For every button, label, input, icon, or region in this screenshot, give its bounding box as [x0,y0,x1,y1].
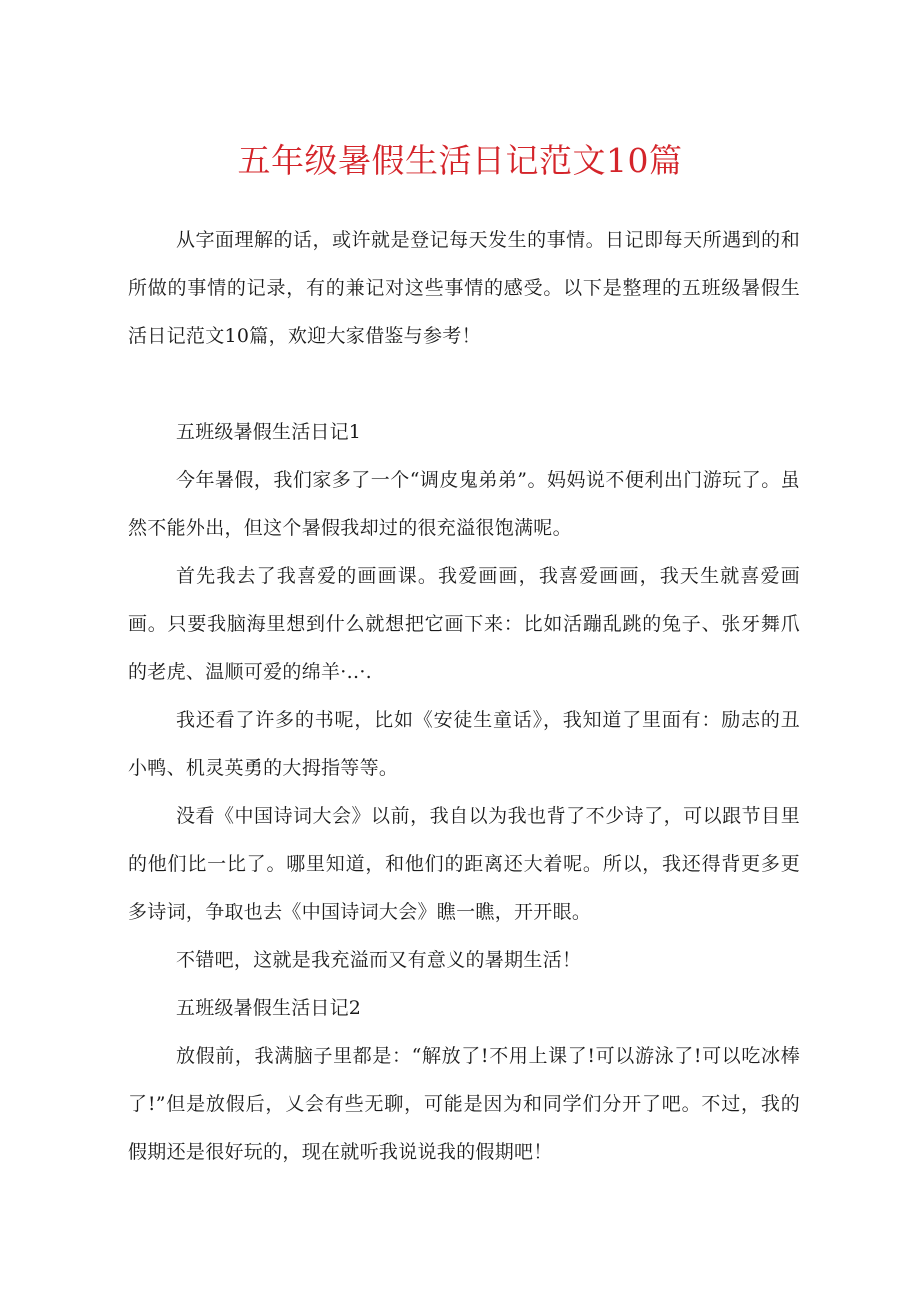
section-1-paragraph-5: 不错吧，这就是我充溢而又有意义的暑期生活！ [176,949,582,971]
section-1-paragraph-2: 首先我去了我喜爱的画画课。我爱画画，我喜爱画画，我天生就喜爱画画。只要我脑海里想到什么就想把它画下来：比如活蹦乱跳的兔子、张牙舞爪的老虎、温顺可爱的绵羊·..·. [128,565,800,683]
section-1-paragraph-3: 我还看了许多的书呢，比如《安徒生童话》，我知道了里面有：励志的丑小鸭、机灵英勇的大拇指等等。 [128,709,800,779]
section-heading-2: 五班级暑假生活日记2 [176,997,362,1019]
document-body [128,216,800,1176]
section-1-paragraph-4: 没看《中国诗词大会》以前，我自以为我也背了不少诗了，可以跟节目里的他们比一比了。哪里知道，和他们的距离还大着呢。所以，我还得背更多更多诗词，争取也去《中国诗词大会》瞧一瞧，开开眼。 [128,805,800,923]
section-1-paragraph-1: 今年暑假，我们家多了一个“调皮鬼弟弟”。妈妈说不便利出门游玩了。虽然不能外出，但这个暑假我却过的很充溢很饱满呢。 [128,469,800,539]
document-title: 五年级暑假生活日记范文10篇 [237,141,683,180]
section-heading-1: 五班级暑假生活日记1 [176,421,362,443]
intro-paragraph: 从字面理解的话，或许就是登记每天发生的事情。日记即每天所遇到的和所做的事情的记录，有的兼记对这些事情的感受。以下是整理的五班级暑假生活日记范文10篇，欢迎大家借鉴与参考！ [128,229,800,347]
section-2-paragraph-1: 放假前，我满脑子里都是：“解放了!不用上课了!可以游泳了!可以吃冰棒了!”但是放假后，乂会有些无聊，可能是因为和同学们分开了吧。不过，我的假期还是很好玩的，现在就听我说说我的假期吧！ [128,1045,800,1163]
